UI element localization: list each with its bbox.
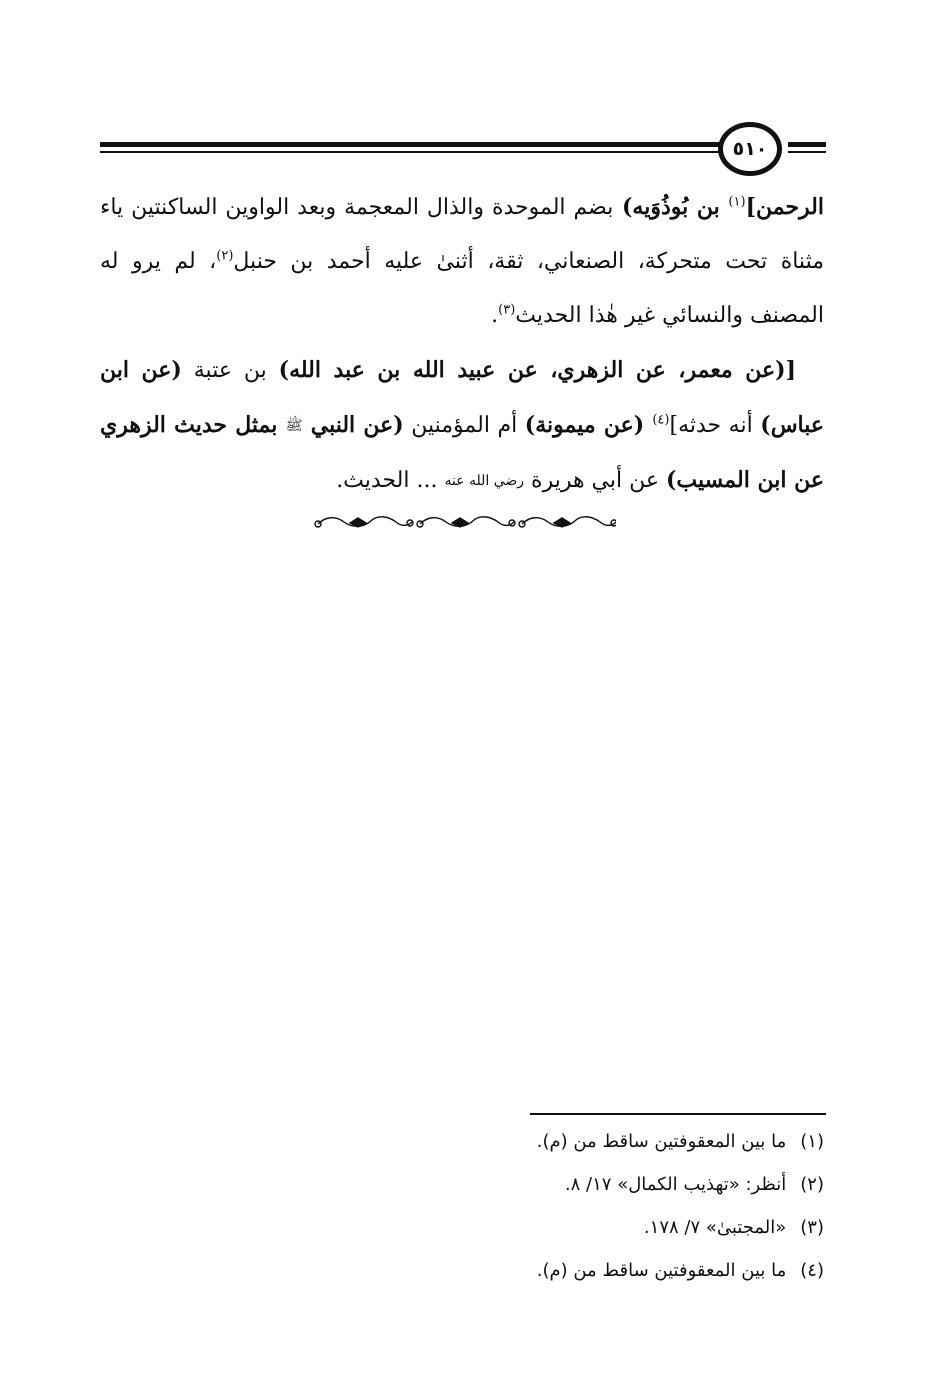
text-segment: [(عن معمر، عن الزهري، عن عبيد الله بن عبد الله) [278, 357, 796, 383]
footnote-number: (١) [800, 1131, 824, 1152]
footnote-ref-2[interactable]: (٢) [216, 248, 234, 264]
footnote-number: (٣) [800, 1217, 824, 1238]
text-segment: أم المؤمنين [403, 413, 525, 438]
footnote-text: أنظر: «تهذيب الكمال» ١٧/ ٨. [564, 1174, 787, 1195]
text-segment: بضم الموحدة والذال المعجمة وبعد الواوين الساكنتين ياء مثناة تحت متحركة، الصنعاني، ثقة، أثنىٰ عليه أحمد بن حنبل [100, 195, 824, 274]
footnote-number: (٤) [800, 1260, 824, 1281]
radiallahu-glyph: رضي الله عنه [444, 473, 525, 489]
paragraph-2 [100, 343, 824, 508]
text-segment: . [491, 303, 499, 328]
main-text [100, 180, 824, 508]
footnote-ref-3[interactable]: (٣) [498, 302, 516, 318]
text-segment: الرحمن] [745, 194, 824, 220]
text-segment: (عن ميمونة) [524, 412, 653, 438]
footnote-ref-4[interactable]: (٤) [652, 412, 670, 428]
header-rule-thin [100, 151, 722, 153]
text-segment: عن أبي هريرة [524, 468, 666, 493]
footnote-ref-1[interactable]: (١) [728, 194, 746, 210]
header-rule-right [788, 142, 826, 147]
text-segment: (عن ابن عباس) [100, 357, 825, 438]
text-segment: بن عتبة [181, 358, 279, 383]
footnote-text: ما بين المعقوفتين ساقط من (م). [536, 1131, 787, 1152]
text-segment: ، لم يرو له المصنف والنسائي غير هٰذا الحديث [100, 249, 824, 328]
footnote-separator [530, 1113, 826, 1115]
footnote-item [420, 1214, 824, 1257]
paragraph-1 [100, 180, 824, 343]
ornament-divider-icon [312, 508, 616, 536]
salawat-glyph: ﷺ [285, 418, 303, 434]
header-rule [100, 142, 722, 147]
footnote-number: (٢) [800, 1174, 824, 1195]
footnote-item [420, 1128, 824, 1171]
text-segment: بمثل حديث الزهري عن ابن المسيب) [100, 412, 824, 493]
header-rule-right-thin [788, 151, 826, 153]
text-segment: ... الحديث. [336, 468, 445, 493]
footnote-item [420, 1171, 824, 1214]
footnote-text: «المجتبىٰ» ٧/ ١٧٨. [643, 1217, 787, 1238]
footnote-text: ما بين المعقوفتين ساقط من (م). [536, 1260, 787, 1281]
text-segment: (عن النبي [302, 412, 404, 438]
footnotes [420, 1128, 824, 1300]
page-number: ٥١٠ [718, 122, 782, 176]
text-segment: بن بُوذُوَيه) [613, 194, 729, 220]
footnote-item [420, 1257, 824, 1300]
text-segment: أنه حدثه] [669, 413, 761, 438]
